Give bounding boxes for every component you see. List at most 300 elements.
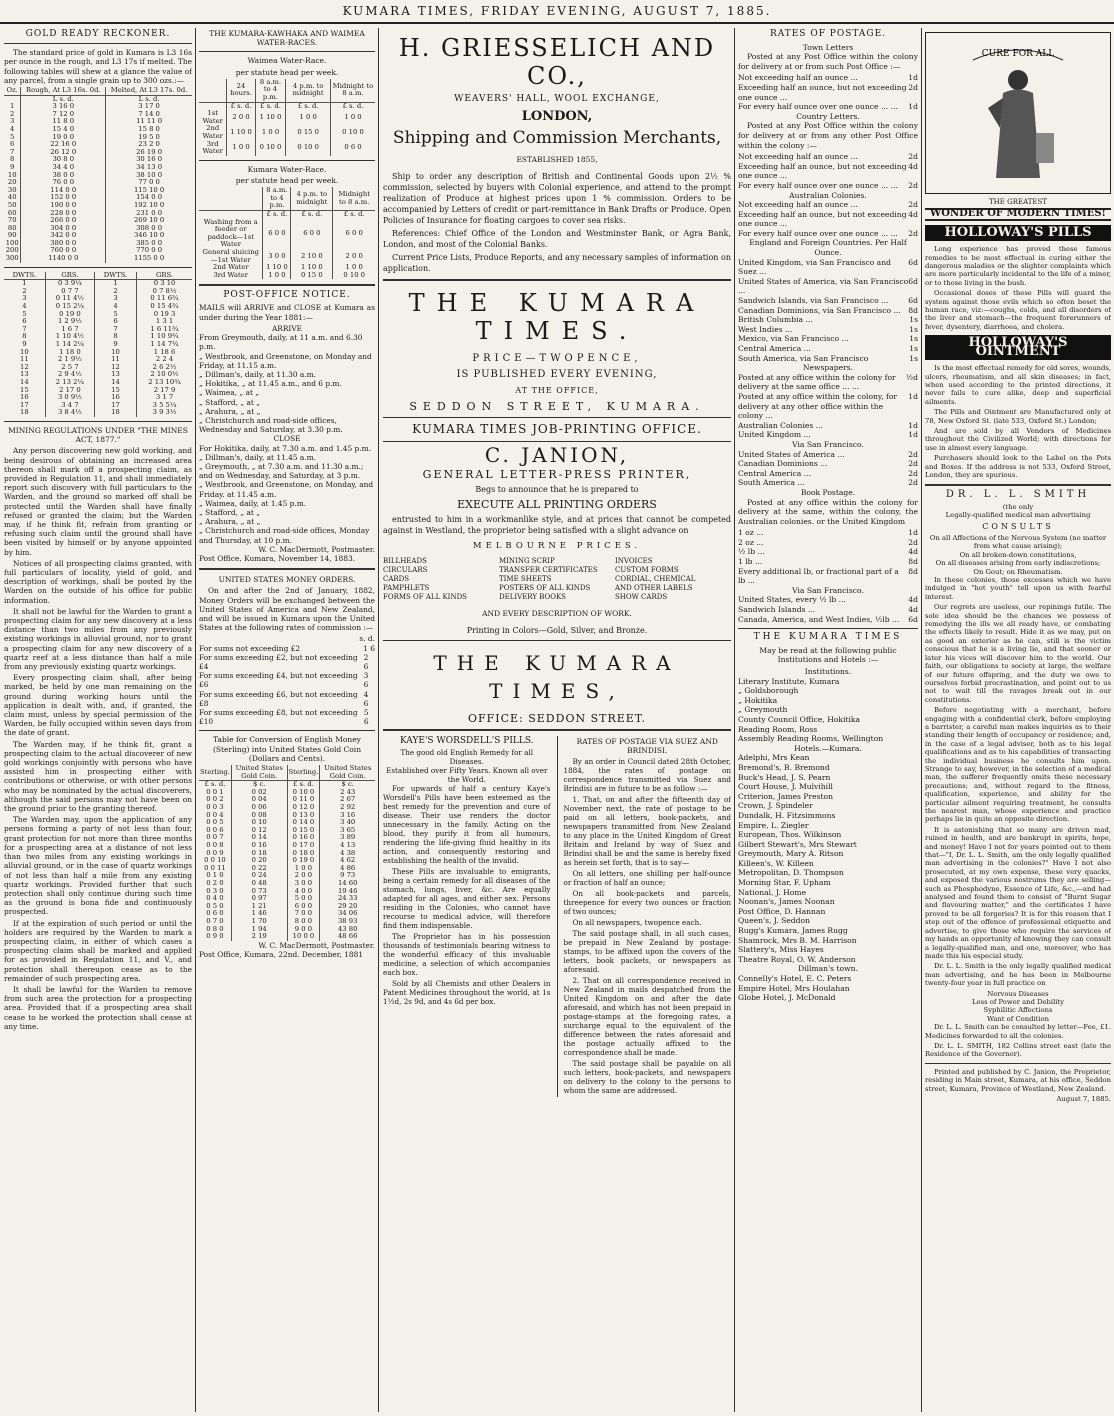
table-cell: 0 73 [231, 888, 287, 896]
table-cell: 2 10 0½ [137, 371, 192, 379]
table-cell: 20 [7, 178, 17, 187]
rate-value: 5 6 [363, 708, 369, 727]
table-cell: 77 0 0 [106, 179, 192, 187]
table-cell: 2 6 2½ [137, 364, 192, 372]
book-postage-text: Posted at any office within the colony for delivery at the same, within the colony, the Australian colonies. or the United Kingdom [738, 497, 918, 526]
rate-label: South America, via San Francisco [738, 353, 869, 363]
rate-value: 1s [909, 334, 918, 344]
table-cell: 0 06 [231, 804, 287, 812]
table-cell: 7 [22, 324, 27, 333]
rate-value: 6d [908, 257, 918, 267]
rate-line [738, 421, 918, 431]
rate-line [738, 478, 918, 488]
rate-line [738, 567, 918, 586]
kumara-times-office: OFFICE: SEDDON STREET. [467, 712, 647, 725]
list-item: Reading Room, Ross [738, 724, 818, 734]
money-orders-title: UNITED STATES MONEY ORDERS. [218, 575, 356, 585]
smith-paragraph: Our regrets are useless, our repinings futile. The sole idea should be the chances we possess of remedying the ills we all ready have, or combating the effects likely to result. Hide it as we may, put on as good an exterior as he can, still is the victim conscious that he is a living lie, and that sooner or later his vices will discover him to the world. Our faith, our obligations to society at large, the welfare of our future offspring, and the duty we owe to ourselves forbid procrastination, and point out to us not to wait till the ravages break out in our constitutions. [925, 603, 1111, 704]
kayes-pills-ad [383, 736, 551, 1097]
table-cell: 7 12 0 [21, 111, 106, 119]
list-item: Empire, L. Ziegler [738, 820, 809, 830]
rate-label: Sandwich Islands ... [738, 605, 816, 615]
smith-line: On all Affections of the Nervous System (no matter from what cause arising); [929, 534, 1107, 551]
list-item: European, Thos. Wilkinson [738, 830, 842, 840]
arrive-list [199, 333, 375, 434]
table-cell: 0 6 0 [330, 141, 375, 156]
list-item: National, J. Home [738, 887, 807, 897]
service-item: MINING SCRIP [499, 557, 555, 565]
table-header-cell: Sterling. [287, 765, 320, 781]
list-item: Killeen's, W. Killeen [738, 858, 814, 868]
table-cell: 0 0 10 [204, 856, 226, 865]
hygeia-figure-icon [958, 38, 1078, 188]
table-cell: 3 0 9½ [45, 394, 94, 402]
rate-line [738, 344, 918, 354]
rate-value: 1d [908, 73, 918, 83]
suez-title: RATES OF POSTAGE VIA SUEZ AND BRINDISI. [576, 737, 718, 755]
table-cell: 0 15 4¾ [137, 303, 192, 311]
table-header-cell: Midnight to 8 a.m. [330, 79, 375, 102]
table-cell: 4 [22, 302, 27, 311]
table-cell: 1140 0 0 [21, 255, 106, 263]
table-cell: 19 5 0 [106, 134, 192, 142]
table-cell: 19 46 [320, 888, 375, 896]
rate-label: Mexico, via San Francisco ... [738, 334, 849, 344]
service-item: CUSTOM FORMS [615, 566, 679, 574]
table-cell: 43 80 [320, 926, 375, 934]
table-cell: 1 0 0 [286, 110, 331, 125]
kumara-times-title: THE KUMARA TIMES. [408, 289, 706, 345]
rate-label: 1 lb ... [738, 557, 763, 567]
table-row [4, 149, 192, 157]
table-cell: 0 0 5 [206, 818, 224, 827]
post-place-date: Post Office, Kumara, November 14, 1883. [199, 553, 356, 563]
col-header-rough: Rough, At L3 16s. 0d. [21, 87, 106, 95]
column-postage-rates [738, 28, 918, 1412]
list-item: County Council Office, Hokitika [738, 714, 861, 724]
table-header-cell: United States Gold Coin. [320, 765, 375, 781]
table-cell: 3 17 0 [106, 103, 192, 111]
table-cell: 6 0 0 [333, 219, 375, 249]
table-cell: 2 92 [320, 804, 375, 812]
smith-line: On all broken-down constitutions, [959, 550, 1077, 559]
table-cell: 300 [5, 254, 19, 263]
table-cell: 9 [10, 162, 15, 171]
table-cell: 154 0 0 [106, 194, 192, 202]
rate-label: ½ lb ... [738, 547, 765, 557]
table-cell: General sluicing—1st Water [202, 247, 259, 264]
units-melted: L s. d. [106, 95, 192, 103]
mining-paragraph: Every prospecting claim shall, after being marked, be held by one man remaining on the ground during working hours until the application is dealt with, and, if granted, the claim must, unless by special permission of the Warden, be fully occupied within seven days from the date of grant. [4, 673, 192, 738]
arrive-item: „ Hokitika, „ at 11.45 a.m., and 6 p.m. [199, 379, 342, 389]
kayes-paragraph: These Pills are invaluable to emigrants, being a certain remedy for all diseases of the stomach, lungs, liver, &c. Are equally adapted for all ages, and either sex. Persons residing in the Colonies, who cannot have recourse to medical advice, will therefore find them indispensable. [383, 867, 551, 930]
table-header-cell: 8 a.m. to 4 p.m. [263, 187, 291, 210]
rate-line [738, 469, 918, 479]
rate-value: 4 6 [363, 689, 369, 708]
list-item: „ Goldsborough [738, 686, 799, 696]
mining-regulations-title: MINING REGULATIONS UNDER "THE MINES ACT, 1877." [8, 425, 188, 445]
conversion-signature: W. C. MacDermott, Postmaster. [258, 940, 375, 950]
rate-label: Not exceeding half an ounce ... [738, 73, 858, 83]
table-cell: 0 7 8½ [137, 288, 192, 296]
rate-label: United Kingdom ... [738, 430, 811, 440]
rate-label: Exceeding half an ounce, but not exceeding one ounce ... [738, 161, 907, 181]
table-cell: 6 [10, 140, 15, 149]
imprint-date: August 7, 1885. [1056, 1095, 1111, 1103]
col-header-melted: Melted, At L3 17s. 0d. [106, 87, 192, 95]
rate-value: 1s [909, 324, 918, 334]
list-item: Morning Star, F. Upham [738, 878, 831, 888]
service-item: CARDS [383, 575, 410, 583]
table-row [4, 156, 192, 164]
table-cell: 70 [7, 216, 17, 225]
list-item: Metropolitan, D. Thompson [738, 868, 844, 878]
list-item: Buck's Head, J. S. Pearn [738, 772, 831, 782]
via-san-francisco: Via San Francisco. [792, 439, 864, 449]
job-printing-title: KUMARA TIMES JOB-PRINTING OFFICE. [412, 422, 702, 436]
table-cell: 0 11 6¾ [137, 295, 192, 303]
griesselich-references: References: Chief Office of the London and Westminster Bank, or Agra Bank, London, and most of the Colonial Banks. [383, 229, 731, 249]
table-cell: 30 [7, 185, 17, 194]
table-cell: 0 0 1 [206, 787, 224, 796]
table-cell: 1 6 11¾ [137, 326, 192, 334]
table-cell: 6 0 0 [263, 219, 291, 249]
list-item: Slattery's, Miss Hayes [738, 945, 824, 955]
rate-label: For every half ounce over one ounce ... ... [738, 102, 898, 112]
table-cell: 0 17 0 [287, 842, 320, 850]
table-cell: 6 [95, 318, 137, 326]
rate-line [738, 73, 918, 83]
rate-value: 1d [908, 391, 918, 401]
smith-paragraph: Dr. L. L. Smith is the only legally qualified medical man advertising, and he has been in Melbourne twenty-four year in full practice on [925, 962, 1111, 988]
table-row [199, 110, 375, 125]
country-letters-text: Posted at any Post Office within the colony for delivery at or from any other Post Office within the colony :— [738, 121, 918, 150]
table-header-cell: £ s. d. [333, 210, 375, 218]
janion-name: C. JANION, [484, 443, 630, 467]
table-cell: 0 12 [231, 827, 287, 835]
table-cell: 0 10 [231, 819, 287, 827]
table-cell: 304 0 0 [21, 225, 106, 233]
mining-paragraph: Notices of all prospecting claims granted, with full particulars of locality, yield of gold, and description of workings, shall be posted by the Warden on the outside of his office for public information. [4, 558, 192, 605]
table-cell: 4 13 [320, 842, 375, 850]
table-cell: 16 [20, 393, 29, 402]
suez-paragraph: 1. That, on and after the fifteenth day of November next, the rate of postage to be paid on all letters, book-packets, and newspapers transmitted from New Zealand to any place in the United Kingdom of Great Britain and Ireland by way of Suez and Brindisi shall be and the same is hereby fixed as herein set forth, that is to say— [563, 795, 731, 867]
arrive-item: From Greymouth, daily, at 11 a.m. and 6.30 p.m. [199, 333, 363, 352]
table-cell: 0 14 0 [287, 819, 320, 827]
printers-imprint: Printed and published by C. Janion, the Proprietor, residing in Main street, Kumara, at his office, Seddon street, Kumara, Province of Westland, New Zealand. [925, 1067, 1111, 1093]
table-row [4, 172, 192, 180]
reading-places-title: THE KUMARA TIMES [753, 632, 903, 643]
book-postage: Book Postage. [800, 487, 856, 497]
rate-value: 8d [908, 566, 918, 576]
table-header-cell: £ s. d. [255, 102, 286, 110]
rate-value: 2d [908, 468, 918, 478]
table-cell: 23 2 0 [106, 141, 192, 149]
table-cell: 13 [95, 371, 137, 379]
table-cell: 0 7 7 [45, 288, 94, 296]
table-cell: 9 0 0 [287, 926, 320, 934]
table-cell: 4 38 [320, 850, 375, 858]
table-row [199, 141, 375, 156]
pills-paragraph: Long experience has proved these famous remedies to be most effectual in curing either the dangerous maladies or the slighter complaints which are more particularly incidental to the life of a miner, or to those living in the bush. [925, 245, 1111, 287]
rate-line [738, 605, 918, 615]
rate-label: Posted at any office within the colony, for delivery at any other office within the colony ... [738, 391, 898, 421]
rate-value: 1s [909, 315, 918, 325]
smith-paragraph: Before negotiating with a merchant, before engaging with a confidential clerk, before employing a barrister, a careful man makes inquiries as to their standing their length of occupancy or residence; and, in the case of a legal adviser, both as to his legal qualifications and as to his capabilities of transacting the individual business he consults him upon. Strange to say, however, in the selection of a medical man, the sufferer frequently omits these necessary precautions; and, without regard to the fitness, qualification, experience, and ability for the particular ailment requiring treatment, he consults the nearest man, whose experience and practice perhaps lie in quite an opposite direction. [925, 706, 1111, 824]
table-header-cell: £ s. d. [263, 210, 291, 218]
table-cell: 2 13 2¼ [45, 379, 94, 387]
rate-label: Canada, America, and West Indies, ½lb ... [738, 614, 900, 624]
table-cell: 1 21 [231, 903, 287, 911]
table-header-cell: £ s. d. [287, 781, 320, 789]
table-cell: 1 0 0 [333, 264, 375, 272]
rate-value: 6d [908, 296, 918, 306]
kumara-times-street: SEDDON STREET, KUMARA. [409, 400, 705, 413]
table-header-cell: £ s. d. [227, 102, 255, 110]
table-cell: 0 0 7 [206, 833, 224, 842]
mining-paragraph: The Warden may, upon the application of any persons forming a party of not less than four, grant protection for not more than three months for a prospecting area at a distance of not less than two miles from any existing workings in alluvial ground, or in the case of quartz workings of not less than half a mile from any existing quartz workings. Provided further that such protection shall only continue during such time as the ground is bona fide and continuously prospected. [4, 815, 192, 917]
table-cell: 770 0 0 [106, 247, 192, 255]
rate-line [199, 671, 375, 689]
rate-line [738, 373, 918, 392]
table-cell: 9 73 [320, 872, 375, 880]
table-cell: 3 40 [320, 819, 375, 827]
janion-execute: EXECUTE ALL PRINTING ORDERS [457, 498, 657, 511]
table-cell: 30 16 0 [106, 156, 192, 164]
table-cell: 1 3 1 [137, 318, 192, 326]
table-cell: 11 11 0 [106, 118, 192, 126]
rate-line [738, 354, 918, 364]
table-cell: 2 9 4½ [45, 371, 94, 379]
holloways-pills-banner: HOLLOWAY'S PILLS [925, 225, 1111, 241]
table-cell: 115 10 0 [106, 187, 192, 195]
rate-label: For sums exceeding £2, but not exceeding £4 [199, 652, 358, 671]
rate-label: Exceeding half an ounce, but not exceeding one ounce ... [738, 209, 907, 229]
table-cell: 34 4 0 [21, 164, 106, 172]
table-cell: 10 [20, 347, 29, 356]
table-header-cell [199, 187, 263, 210]
rate-value: 8d [908, 305, 918, 315]
table-cell: 2 [10, 109, 15, 118]
table-row [199, 272, 375, 280]
table-cell: 0 7 0 [206, 916, 224, 925]
rate-value: 3 6 [363, 671, 369, 690]
rate-line [738, 528, 918, 538]
kumara-race-sub: per statute head per week. [235, 175, 339, 185]
table-cell: 22 16 0 [21, 141, 106, 149]
kayes-pills-title: KAYE'S WORSDELL'S PILLS. [399, 736, 534, 746]
table-cell: 2 [22, 286, 27, 295]
money-orders-text: On and after the 2nd of January, 1882, Money Orders will be exchanged between the United States of America and New Zealand, and will be issued in Kumara upon the United States at the following rates of commission :— [199, 586, 375, 633]
suez-paragraph: 2. That on all correspondence received in New Zealand in mails despatched from the United Kingdom on and after the date aforesaid, and which has not been prepaid in postage-stamps at the foregoing rates, a surcharge equal to the equivalent of the difference between the rates aforesaid and the postage actually affixed to the correspondence shall be made. [563, 976, 731, 1057]
list-item: Noonan's, James Noonan [738, 897, 835, 907]
table-cell: 3rd Water [213, 270, 249, 279]
table-cell: 100 [5, 238, 19, 247]
smith-tail-item: Nervous Diseases [987, 989, 1049, 998]
table-header-cell: £ s. d. [291, 210, 333, 218]
table-cell: 1 0 0 [255, 125, 286, 140]
table-cell: 24 33 [320, 895, 375, 903]
table-cell: 14 60 [320, 880, 375, 888]
rate-label: For every half ounce over one ounce ... ... [738, 180, 898, 190]
rate-value: 2d [908, 537, 918, 547]
list-item: Gilbert Stewart's, Mrs Stewart [738, 839, 857, 849]
griesselich-city: LONDON, [521, 109, 593, 124]
rate-label: United Kingdom, via San Francisco and Suez ... [738, 257, 891, 277]
table-cell: 0 10 0 [255, 141, 286, 156]
conversion-table [199, 765, 375, 941]
table-cell: 3 1 7 [137, 394, 192, 402]
suez-paragraph: On all book-packets and parcels, threepence for every two ounces or fraction of two ounces; [563, 889, 731, 916]
table-cell: 1155 0 0 [106, 255, 192, 263]
table-header-cell: £ s. d. [204, 780, 226, 789]
table-cell: 11 [95, 356, 137, 364]
greatest-label: THE GREATEST [989, 198, 1047, 206]
table-cell: 3 9 3½ [137, 409, 192, 417]
table-cell: 1 [95, 280, 137, 288]
dillmans-heading: Dillman's town. [798, 964, 858, 974]
table-cell: 13 [20, 370, 29, 379]
table-cell: 0 12 0 [287, 804, 320, 812]
kayes-paragraph: For upwards of half a century Kaye's Worsdell's Pills have been esteemed as the best remedy for the prevention and cure of disease. Their use renders the doctor unnecessary in the family. Acting on the blood, they purify it from all humours, rendering the life-giving fluid healthy in its action, and consequently restoring and establishing the health of the invalid. [383, 784, 551, 865]
list-item: Rugg's Kumara, James Rugg [738, 926, 848, 936]
table-cell: 1 46 [231, 910, 287, 918]
table-cell: 15 8 0 [106, 126, 192, 134]
table-cell: 114 0 0 [21, 187, 106, 195]
hotels-heading: Hotels.—Kumara. [794, 743, 862, 753]
rate-line [738, 200, 918, 210]
rate-line [738, 315, 918, 325]
close-item: „ Dillman's, daily, at 11.45 a.m. [199, 452, 316, 462]
list-item: Assembly Reading Rooms, Wellington [738, 734, 884, 744]
table-cell: 14 [20, 377, 29, 386]
smith-paragraph: In these colonies, those excesses which we have indulged in "hot youth" tell upon us with fearful interest. [925, 576, 1111, 601]
post-office-intro: MAILS will ARRIVE and CLOSE at Kumara as under during the Year 1881:— [199, 303, 375, 322]
table-row [4, 134, 192, 142]
table-row [4, 232, 192, 240]
table-row [4, 240, 192, 248]
table-cell: 5 [22, 309, 27, 318]
table-cell: 80 [7, 223, 17, 232]
table-cell: 17 [20, 400, 29, 409]
table-cell: 0 8 0 [206, 924, 224, 933]
table-cell: 2 0 0 [333, 249, 375, 264]
table-cell: 1 18 0 [45, 349, 94, 357]
kayes-paragraph: The Proprietor has in his possession thousands of testimonials bearing witness to the wonderful efficacy of this invaluable medicine, a selection of which accompanies each box. [383, 932, 551, 977]
rate-value: 1s [909, 353, 918, 363]
table-cell: 380 0 0 [21, 240, 106, 248]
rate-value: 4d [908, 595, 918, 605]
rate-value: 2 6 [363, 652, 369, 671]
close-list [199, 444, 375, 545]
dr-smith-fee: Dr. L. L. Smith can be consulted by letter—Fee, £1. Medicines forwarded to all the colonies. [925, 1023, 1111, 1040]
rate-line [738, 392, 918, 421]
service-item: SHOW CARDS [615, 593, 668, 601]
table-cell: 0 18 [231, 850, 287, 858]
table-header-cell: 8 a.m. to 4 p.m. [255, 79, 286, 102]
list-item: Criterion, James Preston [738, 791, 833, 801]
table-cell: 1 0 0 [330, 110, 375, 125]
rate-line [738, 306, 918, 316]
column-gold-reckoner [4, 28, 192, 1412]
table-cell: 15 [20, 385, 29, 394]
janion-begs: Begs to announce that he is prepared to [475, 485, 639, 494]
service-item: CORDIAL, CHEMICAL [615, 575, 696, 583]
arrive-item: „ Waimea, „ at „ [199, 388, 260, 398]
table-cell: 0 1 0 [206, 871, 224, 880]
ointment-paragraph: And are sold by all Vendors of Medicines throughout the Civilized World; with directions for use in almost every language. [925, 426, 1111, 452]
rate-value: 4d [908, 209, 918, 219]
table-cell: 18 [95, 409, 137, 417]
table-row [4, 187, 192, 195]
close-item: „ Westbrook, and Greenstone, on Monday, and Friday. at 11.45 a.m. [199, 480, 374, 499]
table-cell: 10 [95, 349, 137, 357]
service-item: DELIVERY BOOKS [499, 593, 566, 601]
table-cell: 2 17 0 [45, 387, 94, 395]
rate-line [738, 334, 918, 344]
rate-label: 2 oz ... [738, 537, 764, 547]
list-item: Literary Institute, Kumara [738, 676, 840, 686]
ointment-paragraph: Purchasers should look to the Label on the Pots and Boxes. If the address is not 533, Oxford Street, London, they are spurious. [925, 454, 1111, 479]
table-cell: 0 04 [231, 796, 287, 804]
water-races-title: THE KUMARA-KAWHAKA AND WAIMEA WATER-RACES. [209, 29, 365, 48]
kumara-times-price: PRICE—TWOPENCE, [472, 353, 642, 364]
table-cell: 8 [22, 332, 27, 341]
rate-line [738, 459, 918, 469]
table-cell: 4 86 [320, 865, 375, 873]
table-cell: 1 [10, 102, 15, 111]
table-cell: 0 9 0 [206, 932, 224, 941]
table-cell: 3 0 0 [263, 249, 291, 264]
table-row [4, 111, 192, 119]
ointment-paragraph: Is the most effectual remedy for old sores, wounds, ulcers, rheumatism, and all skin diseases; in fact, when used according to the printed directions, it never fails to cure alike, deep and superficial ailments. [925, 364, 1111, 406]
table-cell: 11 8 0 [21, 118, 106, 126]
rate-label: United States, every ½ lb ... [738, 595, 846, 605]
institutions-heading: Institutions. [804, 667, 852, 676]
rate-label: United States of America ... [738, 449, 845, 459]
table-row [4, 409, 192, 417]
table-cell: 0 4 0 [206, 894, 224, 903]
table-cell: 0 24 [231, 872, 287, 880]
table-cell: 0 6 0 [206, 909, 224, 918]
rate-line [738, 296, 918, 306]
table-cell: 9 [22, 340, 27, 349]
table-row [4, 126, 192, 134]
via-san-francisco-2: Via San Francisco. [792, 585, 864, 595]
rate-label: Posted at any office within the colony for delivery at the same office ... ... [738, 372, 896, 392]
rate-value: ½d [905, 372, 918, 382]
list-item: Theatre Royal, O. W. Anderson [738, 954, 856, 964]
table-cell: 76 0 0 [21, 179, 106, 187]
table-cell: 0 16 [231, 842, 287, 850]
kayes-pills-sub: The good old English Remedy for all Diseases. [400, 748, 534, 766]
rate-label: Central America ... [738, 468, 811, 478]
list-item: Connelly's Hotel, E. C. Peters [738, 974, 852, 983]
rate-value: 2d [908, 152, 918, 162]
close-heading: CLOSE [273, 434, 301, 444]
table-cell: 760 0 0 [21, 247, 106, 255]
table-cell: 231 0 0 [106, 210, 192, 218]
waimea-rates-table [199, 79, 375, 156]
list-item: Dundalk, H. Fitzsimmons [738, 810, 836, 820]
table-cell: 2 0 0 [287, 872, 320, 880]
suez-paragraph: On all newspapers, twopence each. [572, 918, 702, 927]
table-cell: 8 [95, 333, 137, 341]
rate-line [199, 644, 375, 653]
country-letters: Country Letters. [796, 111, 860, 121]
rate-label: Sandwich Islands, via San Francisco ... [738, 296, 889, 306]
suez-paragraph: On all letters, one shilling per half-ounce or fraction of half an ounce; [563, 869, 731, 887]
